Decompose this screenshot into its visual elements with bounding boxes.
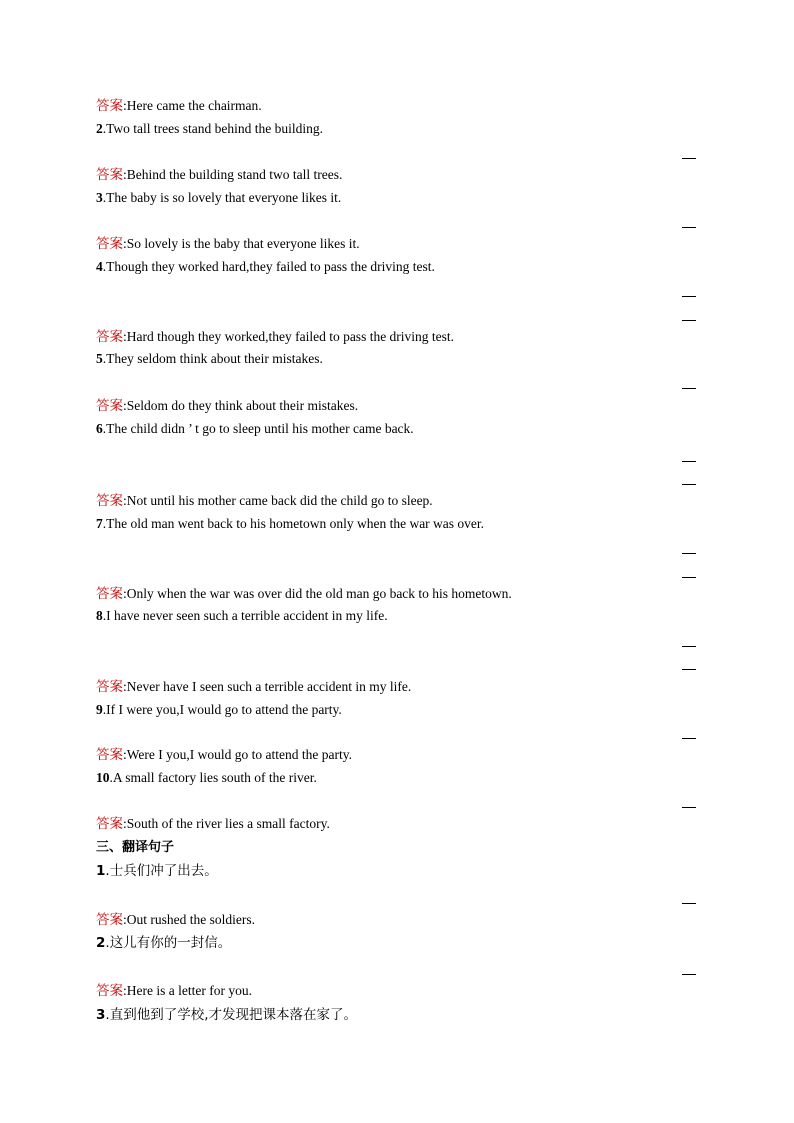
answer-blank-line xyxy=(682,296,696,297)
answer-line-9 xyxy=(96,746,352,764)
question-line-8 xyxy=(96,607,388,625)
question-line-4 xyxy=(96,258,435,276)
answer-line-3 xyxy=(96,235,360,253)
question-text: .The baby is so lovely that everyone likes it. xyxy=(102,190,342,205)
answer-text: :Here is a letter for you. xyxy=(123,983,252,998)
question-number: 10 xyxy=(96,770,110,785)
answer-text: :So lovely is the baby that everyone likes it. xyxy=(123,236,360,251)
question-number: 1 xyxy=(96,863,106,879)
answer-label: 答案 xyxy=(96,747,123,762)
answer-text: :Seldom do they think about their mistakes. xyxy=(123,398,359,413)
question-number: 6 xyxy=(96,421,103,436)
answer-label: 答案 xyxy=(96,329,123,344)
translation-question-3 xyxy=(96,1006,357,1024)
answer-text: :Out rushed the soldiers. xyxy=(123,912,255,927)
question-line-6 xyxy=(96,420,414,438)
answer-text: :Here came the chairman. xyxy=(123,98,262,113)
answer-line-5 xyxy=(96,397,358,415)
translation-question-1 xyxy=(96,862,218,880)
answer-line-8 xyxy=(96,678,411,696)
answer-text: :Behind the building stand two tall trees. xyxy=(123,167,343,182)
answer-blank-line xyxy=(682,388,696,389)
answer-text: :South of the river lies a small factory. xyxy=(123,816,330,831)
question-text: .Two tall trees stand behind the building. xyxy=(102,121,324,136)
question-line-10 xyxy=(96,769,317,787)
answer-label: 答案 xyxy=(96,493,123,508)
question-text: .A small factory lies south of the river. xyxy=(109,770,317,785)
section-heading: 三、翻译句子 xyxy=(96,840,175,855)
question-number: 9 xyxy=(96,702,103,717)
question-line-5 xyxy=(96,350,323,368)
translation-question-2 xyxy=(96,934,231,952)
answer-label: 答案 xyxy=(96,398,123,413)
question-line-9 xyxy=(96,701,342,719)
question-line-3 xyxy=(96,189,341,207)
answer-blank-line xyxy=(682,484,696,485)
question-number: 4 xyxy=(96,259,103,274)
answer-label: 答案 xyxy=(96,586,123,601)
answer-line-1 xyxy=(96,97,262,115)
answer-text: :Never have I seen such a terrible accident in my life. xyxy=(123,679,412,694)
answer-line-4 xyxy=(96,328,454,346)
answer-blank-line xyxy=(682,807,696,808)
question-text: .士兵们冲了出去。 xyxy=(105,863,218,879)
answer-label: 答案 xyxy=(96,912,123,927)
answer-blank-line xyxy=(682,227,696,228)
answer-blank-line xyxy=(682,903,696,904)
answer-label: 答案 xyxy=(96,983,123,998)
answer-text: :Only when the war was over did the old man go back to his hometown. xyxy=(123,586,512,601)
answer-blank-line xyxy=(682,577,696,578)
question-text: .The old man went back to his hometown only when the war was over. xyxy=(102,516,485,531)
answer-label: 答案 xyxy=(96,98,123,113)
question-number: 8 xyxy=(96,608,103,623)
answer-blank-line xyxy=(682,320,696,321)
answer-line-7 xyxy=(96,585,512,603)
question-text: .If I were you,I would go to attend the party. xyxy=(102,702,342,717)
question-text: .The child didn ’ t go to sleep until his mother came back. xyxy=(102,421,414,436)
answer-label: 答案 xyxy=(96,816,123,831)
answer-line-6 xyxy=(96,492,433,510)
translation-answer-1 xyxy=(96,911,255,929)
question-number: 3 xyxy=(96,1007,106,1023)
question-number: 3 xyxy=(96,190,103,205)
answer-line-2 xyxy=(96,166,342,184)
question-number: 7 xyxy=(96,516,103,531)
question-line-7 xyxy=(96,515,484,533)
answer-blank-line xyxy=(682,646,696,647)
question-text: .Though they worked hard,they failed to pass the driving test. xyxy=(102,259,435,274)
question-number: 2 xyxy=(96,121,103,136)
answer-blank-line xyxy=(682,553,696,554)
question-text: .这儿有你的一封信。 xyxy=(105,935,232,951)
answer-blank-line xyxy=(682,974,696,975)
answer-text: :Not until his mother came back did the child go to sleep. xyxy=(123,493,433,508)
answer-blank-line xyxy=(682,738,696,739)
answer-label: 答案 xyxy=(96,167,123,182)
answer-blank-line xyxy=(682,669,696,670)
question-text: .直到他到了学校,才发现把课本落在家了。 xyxy=(105,1007,357,1023)
answer-line-10 xyxy=(96,815,330,833)
answer-blank-line xyxy=(682,461,696,462)
answer-text: :Were I you,I would go to attend the party. xyxy=(123,747,352,762)
question-text: .They seldom think about their mistakes. xyxy=(102,351,323,366)
question-text: .I have never seen such a terrible accident in my life. xyxy=(102,608,388,623)
translation-answer-2 xyxy=(96,982,252,1000)
answer-blank-line xyxy=(682,158,696,159)
answer-label: 答案 xyxy=(96,236,123,251)
question-line-2 xyxy=(96,120,323,138)
answer-text: :Hard though they worked,they failed to pass the driving test. xyxy=(123,329,455,344)
answer-label: 答案 xyxy=(96,679,123,694)
question-number: 2 xyxy=(96,935,106,951)
question-number: 5 xyxy=(96,351,103,366)
